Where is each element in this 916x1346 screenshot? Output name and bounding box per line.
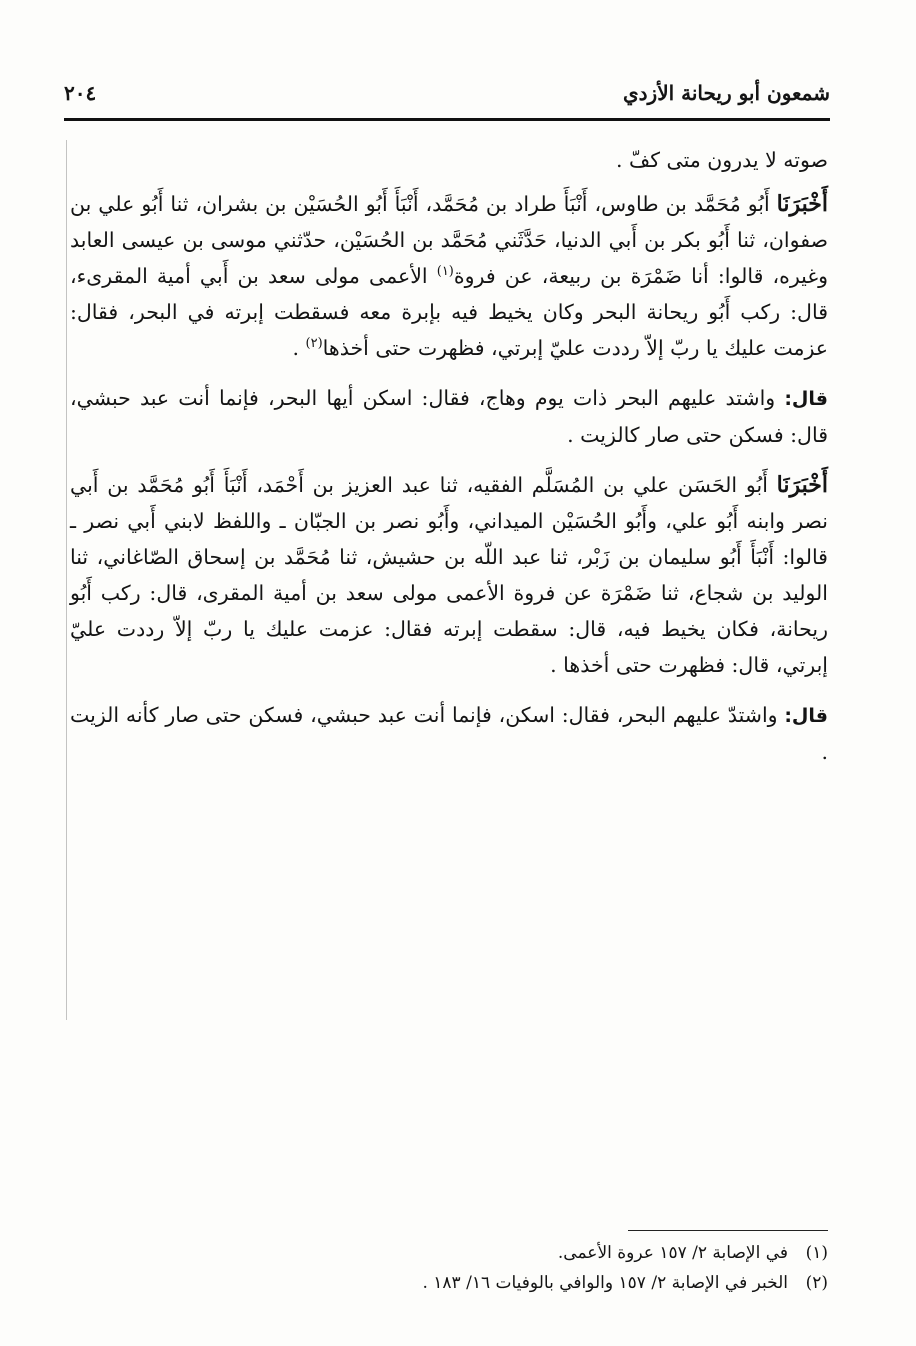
footnote-ref-2[interactable]: (٢) xyxy=(305,336,323,352)
paragraph-lead: أَخْبَرَنَا xyxy=(776,191,828,217)
header-rule xyxy=(64,118,830,121)
footnotes xyxy=(70,1238,828,1298)
paragraph-1 xyxy=(70,142,828,178)
footnote-text: في الإصابة ٢/ ١٥٧ عروة الأعمى. xyxy=(557,1243,788,1263)
footnote-number: (١) xyxy=(805,1243,828,1263)
paragraph-4 xyxy=(70,467,828,683)
running-title: شمعون أبو ريحانة الأزدي xyxy=(622,81,830,105)
paragraph-lead: قال: xyxy=(784,388,828,410)
scan-edge-line xyxy=(66,140,67,1020)
footnote-number: (٢) xyxy=(805,1273,828,1293)
paragraph-text: واشتد عليهم البحر ذات يوم وهاج، فقال: اسكن أيها البحر، فإنما أنت عبد حبشي، قال: فسكن حتى صار كالزيت . xyxy=(70,386,828,447)
footnote-ref-1[interactable]: (١) xyxy=(436,264,454,280)
paragraph-text: أَبُو مُحَمَّد بن طاوس، أَنْبَأَ طراد بن مُحَمَّد، أَنْبَأَ أَبُو الحُسَيْن بن بشران، ثنا أَبُو علي بن صفوان، ثنا أَبُو بكر بن أَبي الدنيا، حَدَّثَني مُحَمَّد بن الحُسَيْن، حدّثني موسى بن عيسى العابد وغيره، قالوا: أنا ضَمْرَة بن ربيعة، عن فروة xyxy=(70,192,828,288)
paragraph-text: واشتدّ عليهم البحر، فقال: اسكن، فإنما أنت عبد حبشي، فسكن حتى صار كأنه الزيت . xyxy=(70,703,828,764)
paragraph-text: أَبُو الحَسَن علي بن المُسَلَّم الفقيه، ثنا عبد العزيز بن أَحْمَد، أَنْبَأَ أَبُو مُحَمَّد بن أَبي نصر وابنه أَبُو علي، وأَبُو الحُسَيْن الميداني، وأَبُو نصر بن الجبّان ـ واللفظ لابني أَبي نصر ـ قالوا: أَنْبَأَ أَبُو سليمان بن زَبْر، ثنا عبد اللّه بن حشيش، ثنا مُحَمَّد بن إسحاق الصّاغاني، ثنا الوليد بن شجاع، ثنا ضَمْرَة عن فروة الأعمى مولى سعد بن أمية المقرى، قال: ركب أَبُو ريحانة، فكان يخيط فيه، قال: سقطت إبرته فقال: عزمت عليك يا ربّ إلاّ رددت عليّ إبرتي، قال: فظهرت حتى أخذها . xyxy=(70,473,828,677)
paragraph-text: صوته لا يدرون متى كفّ . xyxy=(615,148,828,172)
paragraph-tail: . xyxy=(292,336,306,360)
footnote-text: الخبر في الإصابة ٢/ ١٥٧ والوافي بالوفيات ١٦/ ١٨٣ . xyxy=(422,1273,788,1293)
footnote-rule xyxy=(628,1230,828,1231)
running-header xyxy=(64,70,830,116)
footnote-1 xyxy=(70,1238,828,1268)
paragraph-3 xyxy=(70,380,828,453)
main-text xyxy=(70,142,828,784)
paragraph-lead: قال: xyxy=(784,705,828,727)
page-number: ٢٠٤ xyxy=(64,81,97,105)
footnote-2 xyxy=(70,1268,828,1298)
paragraph-5 xyxy=(70,697,828,770)
paragraph-lead: أَخْبَرَنَا xyxy=(776,472,828,498)
paragraph-text-continued: الأعمى مولى سعد بن أَبي أمية المقرىء، قال: ركب أَبُو ريحانة البحر وكان يخيط فيه بإبرة معه فسقطت إبرته في البحر، فقال: عزمت عليك يا ربّ إلاّ رددت عليّ إبرتي، فظهرت حتى أخذها xyxy=(70,264,828,360)
paragraph-2 xyxy=(70,186,828,366)
